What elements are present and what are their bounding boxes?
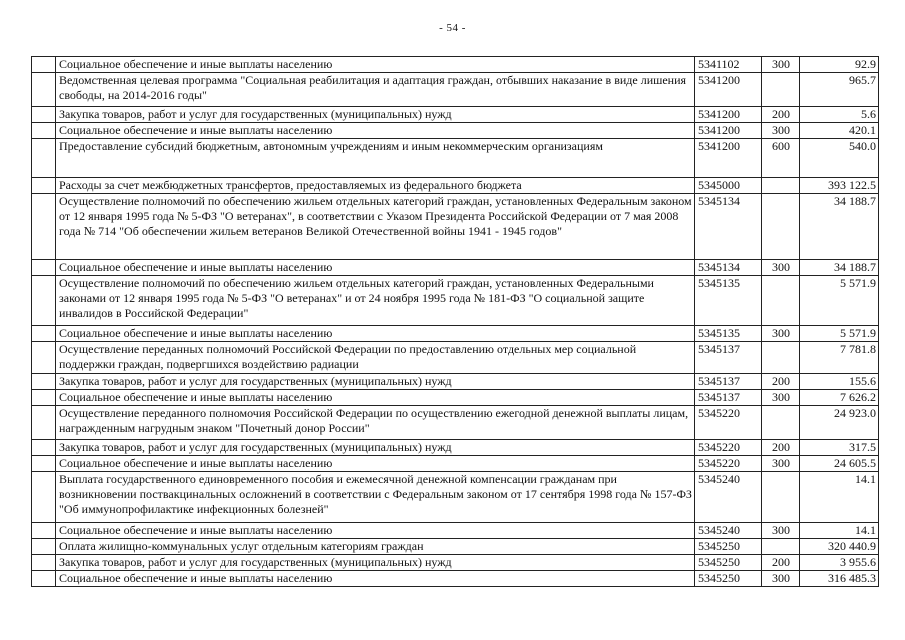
expense-type-cell (762, 539, 800, 555)
row-indent-cell (32, 523, 56, 539)
row-indent-cell (32, 472, 56, 523)
expense-name-cell: Осуществление полномочий по обеспечению жильем отдельных категорий граждан, установленных Федеральными законами от 12 января 1995 года № 5-ФЗ "О ветеранах" и от 24 ноября 1995 года № 181-ФЗ "О социальной защите инвалидов в Российской Федерации" (56, 276, 695, 326)
amount-cell: 5 571.9 (800, 276, 879, 326)
amount-cell: 540.0 (800, 139, 879, 178)
amount-cell: 7 626.2 (800, 390, 879, 406)
row-indent-cell (32, 539, 56, 555)
expense-type-cell: 300 (762, 260, 800, 276)
row-indent-cell (32, 571, 56, 587)
row-indent-cell (32, 555, 56, 571)
expense-name-cell: Предоставление субсидий бюджетным, автономным учреждениям и иным некоммерческим организациям (56, 139, 695, 178)
row-indent-cell (32, 57, 56, 73)
target-code-cell: 5341102 (695, 57, 762, 73)
target-code-cell: 5345240 (695, 472, 762, 523)
table-row (32, 107, 879, 123)
target-code-cell: 5345135 (695, 276, 762, 326)
expense-type-cell: 300 (762, 456, 800, 472)
target-code-cell: 5345220 (695, 406, 762, 440)
amount-cell: 420.1 (800, 123, 879, 139)
amount-cell: 7 781.8 (800, 342, 879, 374)
expense-name-cell: Социальное обеспечение и иные выплаты населению (56, 571, 695, 587)
expense-name-cell: Закупка товаров, работ и услуг для государственных (муниципальных) нужд (56, 107, 695, 123)
table-row (32, 73, 879, 107)
expense-name-cell: Закупка товаров, работ и услуг для государственных (муниципальных) нужд (56, 555, 695, 571)
target-code-cell: 5345134 (695, 260, 762, 276)
amount-cell: 34 188.7 (800, 194, 879, 260)
amount-cell: 320 440.9 (800, 539, 879, 555)
amount-cell: 317.5 (800, 440, 879, 456)
expense-name-cell: Закупка товаров, работ и услуг для государственных (муниципальных) нужд (56, 440, 695, 456)
table-row (32, 571, 879, 587)
expense-type-cell: 600 (762, 139, 800, 178)
expense-type-cell: 300 (762, 390, 800, 406)
table-row (32, 194, 879, 260)
amount-cell: 965.7 (800, 73, 879, 107)
expense-name-cell: Социальное обеспечение и иные выплаты населению (56, 326, 695, 342)
budget-table-body (32, 57, 879, 587)
row-indent-cell (32, 260, 56, 276)
expense-name-cell: Социальное обеспечение и иные выплаты населению (56, 260, 695, 276)
table-row (32, 472, 879, 523)
target-code-cell: 5341200 (695, 73, 762, 107)
expense-name-cell: Осуществление полномочий по обеспечению жильем отдельных категорий граждан, установленных Федеральным законом от 12 января 1995 года № 5-ФЗ "О ветеранах", в соответствии с Указом Президента Российской Федерации от 7 мая 2008 года № 714 "Об обеспечении жильем ветеранов Великой Отечественной войны 1941 - 1945 годов" (56, 194, 695, 260)
row-indent-cell (32, 123, 56, 139)
page-number: - 54 - (439, 22, 466, 34)
amount-cell: 92.9 (800, 57, 879, 73)
expense-type-cell (762, 406, 800, 440)
expense-type-cell: 300 (762, 571, 800, 587)
expense-name-cell: Закупка товаров, работ и услуг для государственных (муниципальных) нужд (56, 374, 695, 390)
table-row (32, 139, 879, 178)
expense-type-cell: 200 (762, 374, 800, 390)
target-code-cell: 5345250 (695, 555, 762, 571)
expense-type-cell (762, 276, 800, 326)
expense-type-cell: 300 (762, 57, 800, 73)
target-code-cell: 5345240 (695, 523, 762, 539)
expense-type-cell: 300 (762, 523, 800, 539)
table-row (32, 555, 879, 571)
expense-name-cell: Осуществление переданного полномочия Российской Федерации по осуществлению ежегодной денежной выплаты лицам, награжденным нагрудным знаком "Почетный донор России" (56, 406, 695, 440)
expense-type-cell: 200 (762, 440, 800, 456)
expense-type-cell (762, 73, 800, 107)
table-row (32, 539, 879, 555)
expense-name-cell: Осуществление переданных полномочий Российской Федерации по предоставлению отдельных мер социальной поддержки граждан, подвергшихся воздействию радиации (56, 342, 695, 374)
expense-type-cell: 200 (762, 107, 800, 123)
amount-cell: 24 605.5 (800, 456, 879, 472)
row-indent-cell (32, 390, 56, 406)
row-indent-cell (32, 107, 56, 123)
table-row (32, 276, 879, 326)
expense-name-cell: Социальное обеспечение и иные выплаты населению (56, 523, 695, 539)
expense-type-cell (762, 472, 800, 523)
table-row (32, 390, 879, 406)
target-code-cell: 5345250 (695, 571, 762, 587)
expense-name-cell: Ведомственная целевая программа "Социальная реабилитация и адаптация граждан, отбывших наказание в виде лишения свободы, на 2014-2016 годы" (56, 73, 695, 107)
expense-name-cell: Расходы за счет межбюджетных трансфертов, предоставляемых из федерального бюджета (56, 178, 695, 194)
amount-cell: 393 122.5 (800, 178, 879, 194)
amount-cell: 5.6 (800, 107, 879, 123)
target-code-cell: 5345137 (695, 390, 762, 406)
amount-cell: 34 188.7 (800, 260, 879, 276)
table-row (32, 57, 879, 73)
row-indent-cell (32, 326, 56, 342)
row-indent-cell (32, 342, 56, 374)
expense-type-cell (762, 194, 800, 260)
row-indent-cell (32, 406, 56, 440)
target-code-cell: 5341200 (695, 107, 762, 123)
target-code-cell: 5345250 (695, 539, 762, 555)
amount-cell: 14.1 (800, 523, 879, 539)
expense-type-cell (762, 342, 800, 374)
target-code-cell: 5345134 (695, 194, 762, 260)
amount-cell: 24 923.0 (800, 406, 879, 440)
target-code-cell: 5345220 (695, 440, 762, 456)
table-row (32, 326, 879, 342)
table-row (32, 342, 879, 374)
row-indent-cell (32, 374, 56, 390)
budget-table (31, 56, 879, 587)
target-code-cell: 5345220 (695, 456, 762, 472)
amount-cell: 14.1 (800, 472, 879, 523)
amount-cell: 3 955.6 (800, 555, 879, 571)
table-row (32, 406, 879, 440)
expense-name-cell: Социальное обеспечение и иные выплаты населению (56, 57, 695, 73)
table-row (32, 374, 879, 390)
amount-cell: 316 485.3 (800, 571, 879, 587)
expense-type-cell (762, 178, 800, 194)
row-indent-cell (32, 194, 56, 260)
row-indent-cell (32, 178, 56, 194)
expense-type-cell: 300 (762, 123, 800, 139)
amount-cell: 5 571.9 (800, 326, 879, 342)
expense-name-cell: Оплата жилищно-коммунальных услуг отдельным категориям граждан (56, 539, 695, 555)
row-indent-cell (32, 276, 56, 326)
expense-name-cell: Социальное обеспечение и иные выплаты населению (56, 123, 695, 139)
target-code-cell: 5341200 (695, 139, 762, 178)
expense-name-cell: Социальное обеспечение и иные выплаты населению (56, 456, 695, 472)
target-code-cell: 5345000 (695, 178, 762, 194)
expense-name-cell: Выплата государственного единовременного пособия и ежемесячной денежной компенсации гражданам при возникновении поствакцинальных осложнений в соответствии с Федеральным законом от 17 сентября 1998 года № 157-ФЗ "Об иммунопрофилактике инфекционных болезней" (56, 472, 695, 523)
expense-name-cell: Социальное обеспечение и иные выплаты населению (56, 390, 695, 406)
row-indent-cell (32, 456, 56, 472)
row-indent-cell (32, 139, 56, 178)
amount-cell: 155.6 (800, 374, 879, 390)
target-code-cell: 5345137 (695, 374, 762, 390)
table-row (32, 178, 879, 194)
target-code-cell: 5345137 (695, 342, 762, 374)
row-indent-cell (32, 440, 56, 456)
table-row (32, 456, 879, 472)
table-row (32, 260, 879, 276)
target-code-cell: 5341200 (695, 123, 762, 139)
target-code-cell: 5345135 (695, 326, 762, 342)
row-indent-cell (32, 73, 56, 107)
expense-type-cell: 200 (762, 555, 800, 571)
table-row (32, 523, 879, 539)
table-row (32, 440, 879, 456)
table-row (32, 123, 879, 139)
expense-type-cell: 300 (762, 326, 800, 342)
